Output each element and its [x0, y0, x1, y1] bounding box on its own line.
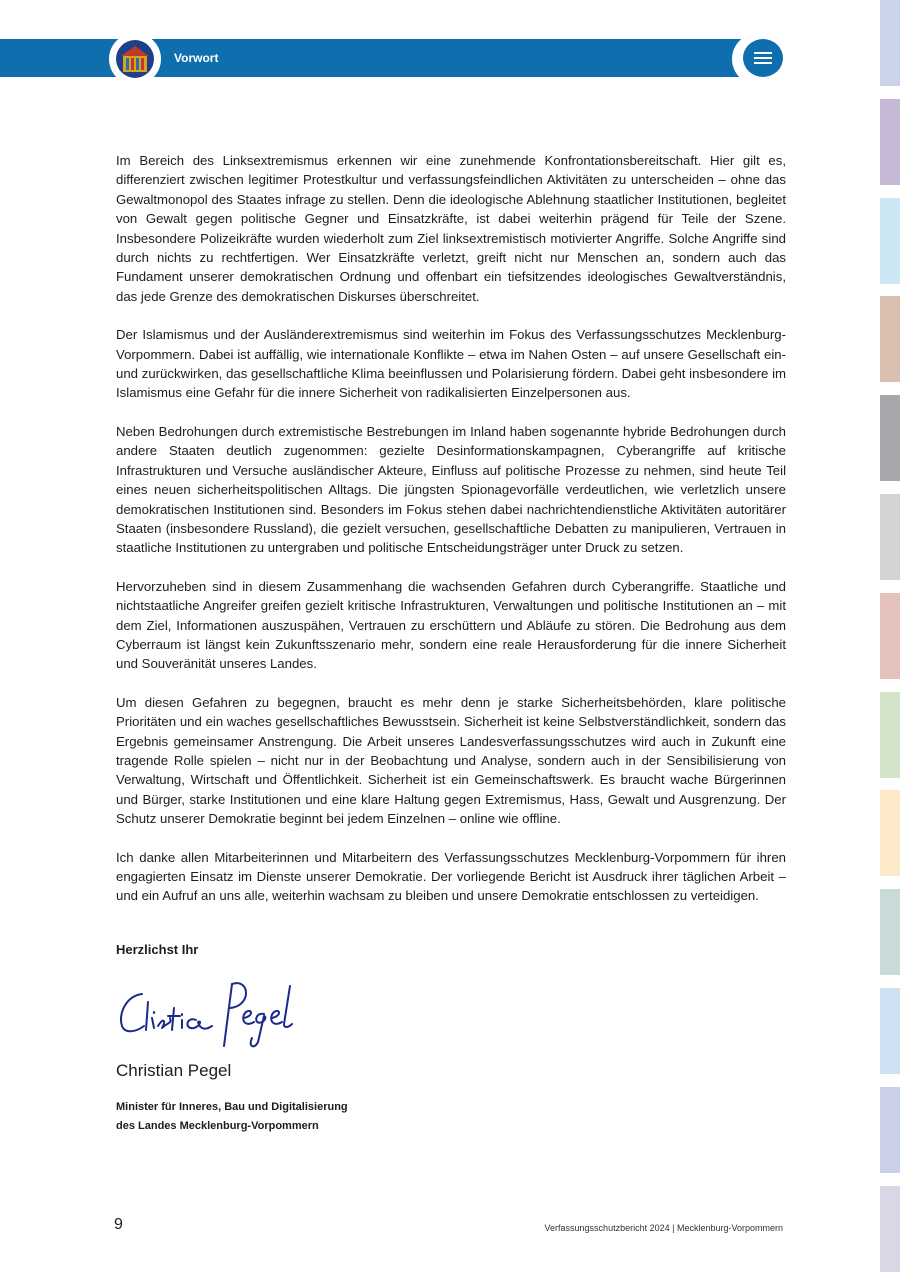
chapter-tab[interactable]: [880, 988, 900, 1074]
paragraph: Im Bereich des Linksextremismus erkennen wir eine zunehmende Konfrontationsbereitschaft. Hier gilt es, differenziert zwischen legitimer Protestkultur und verfassungsfeindlichen Aktivitäten zu unterscheiden – ohne das Gewaltmonopol des Staates infrage zu stellen. Denn die ideologische Ablehnung staatlicher Institutionen, begleitet von Gewalt gegen politische Gegner und Einsatzkräfte, ist dabei weiterhin prägend für Teile der Szene. Insbesondere Polizeikräfte wurden wiederholt zum Ziel linksextremistisch motivierter Angriffe. Solche Angriffe sind durch nichts zu rechtfertigen. Wer Einsatzkräfte verletzt, greift nicht nur Menschen an, sondern auch das Fundament unserer demokratischen Ordnung und offenbart ein tiefsitzendes ideologisches Gewaltverständnis, das jede Grenze des demokratischen Diskurses überschreitet.: [116, 153, 786, 304]
footer-text: Verfassungsschutzbericht 2024 | Mecklenburg-Vorpommern: [544, 1223, 783, 1233]
paragraph: Hervorzuheben sind in diesem Zusammenhang die wachsenden Gefahren durch Cyberangriffe. Staatliche und nichtstaatliche Angreifer greifen gezielt kritische Infrastrukturen, Verwaltungen und politische Institutionen an – mit dem Ziel, Informationen auszuspähen, Vertrauen zu erschüttern und Abläufe zu stören. Die Bedrohung aus dem Cyberraum ist längst kein Zukunftsszenario mehr, sondern eine reale Herausforderung für die innere Sicherheit und Souveränität unseres Landes.: [116, 578, 786, 672]
chapter-tab[interactable]: [880, 1087, 900, 1173]
chapter-tab[interactable]: [880, 296, 900, 382]
paragraph: Der Islamismus und der Ausländerextremismus sind weiterhin im Fokus des Verfassungsschutzes Mecklenburg-Vorpommern. Dabei ist auffällig, wie internationale Konflikte – etwa im Nahen Osten – auf unsere Gesellschaft ein- und zurückwirken, das gesellschaftliche Klima beeinflussen und Polarisierung fördern. Dabei geht insbesondere im Islamismus eine Gefahr für die innere Sicherheit von radikalisierten Einzelpersonen aus.: [116, 327, 786, 401]
signer-role-line: Minister für Inneres, Bau und Digitalisierung: [116, 1101, 348, 1113]
chapter-tab[interactable]: [880, 889, 900, 975]
foreword-text: [116, 151, 786, 925]
page-number: 9: [114, 1216, 123, 1233]
signer-role: [116, 1098, 348, 1136]
paragraph: Um diesen Gefahren zu begegnen, braucht es mehr denn je starke Sicherheitsbehörden, klare politische Prioritäten und ein waches gesellschaftliches Bewusstsein. Sicherheit ist keine Selbstverständlichkeit, sondern das Ergebnis gemeinsamer Anstrengung. Die Arbeit unseres Landesverfassungsschutzes wird auch in Zukunft eine tragende Rolle spielen – nicht nur in der Beobachtung und Analyse, sondern auch in der Sensibilisierung von Verwaltung, Wirtschaft und Öffentlichkeit. Sicherheit ist ein Gemeinschaftswerk. Es braucht wache Bürgerinnen und Bürger, starke Institutionen und eine klare Haltung gegen Extremismus, Hass, Gewalt und Ausgrenzung. Der Schutz unserer Demokratie beginnt bei jedem Einzelnen – online wie offline.: [116, 694, 786, 827]
chapter-tab[interactable]: [880, 0, 900, 86]
paragraph: Ich danke allen Mitarbeiterinnen und Mitarbeitern des Verfassungsschutzes Mecklenburg-Vorpommern für ihren engagierten Einsatz im Dienste unserer Demokratie. Der vorliegende Bericht ist Ausdruck ihrer täglichen Arbeit – und ein Aufruf an uns alle, weiterhin wachsam zu bleiben und unsere Demokratie entschlossen zu verteidigen.: [116, 849, 786, 904]
greeting: Herzlichst Ihr: [116, 942, 199, 957]
chapter-tab[interactable]: [880, 1186, 900, 1272]
chapter-tab[interactable]: [880, 198, 900, 284]
signer-role-line: des Landes Mecklenburg-Vorpommern: [116, 1120, 319, 1132]
page-title: Vorwort: [174, 51, 219, 65]
signature-image: [112, 972, 302, 1054]
chapter-tab[interactable]: [880, 790, 900, 876]
signer-name: Christian Pegel: [116, 1061, 232, 1080]
state-emblem-icon: [115, 39, 155, 79]
chapter-tab[interactable]: [880, 494, 900, 580]
chapter-tab[interactable]: [880, 99, 900, 185]
chapter-tab[interactable]: [880, 692, 900, 778]
chapter-tab[interactable]: [880, 593, 900, 679]
menu-button[interactable]: [743, 39, 783, 77]
chapter-tab[interactable]: [880, 395, 900, 481]
paragraph: Neben Bedrohungen durch extremistische Bestrebungen im Inland haben sogenannte hybride Bedrohungen durch andere Staaten deutlich zugenommen: gezielte Desinformationskampagnen, Cyberangriffe auf kritische Infrastrukturen und Versuche ausländischer Akteure, Einfluss auf politische Prozesse zu nehmen, sind heute Teil eines neuen sicherheitspolitischen Alltags. Die jüngsten Spionagevorfälle verdeutlichen, wie verletzlich unsere demokratischen Institutionen sind. Besonders im Fokus stehen dabei nachrichtendienstliche Aktivitäten autoritärer Staaten (insbesondere Russland), die gezielt versuchen, gesellschaftliche Debatten zu manipulieren, Vertrauen in staatliche Institutionen zu untergraben und politische Entscheidungsträger unter Druck zu setzen.: [116, 423, 786, 556]
